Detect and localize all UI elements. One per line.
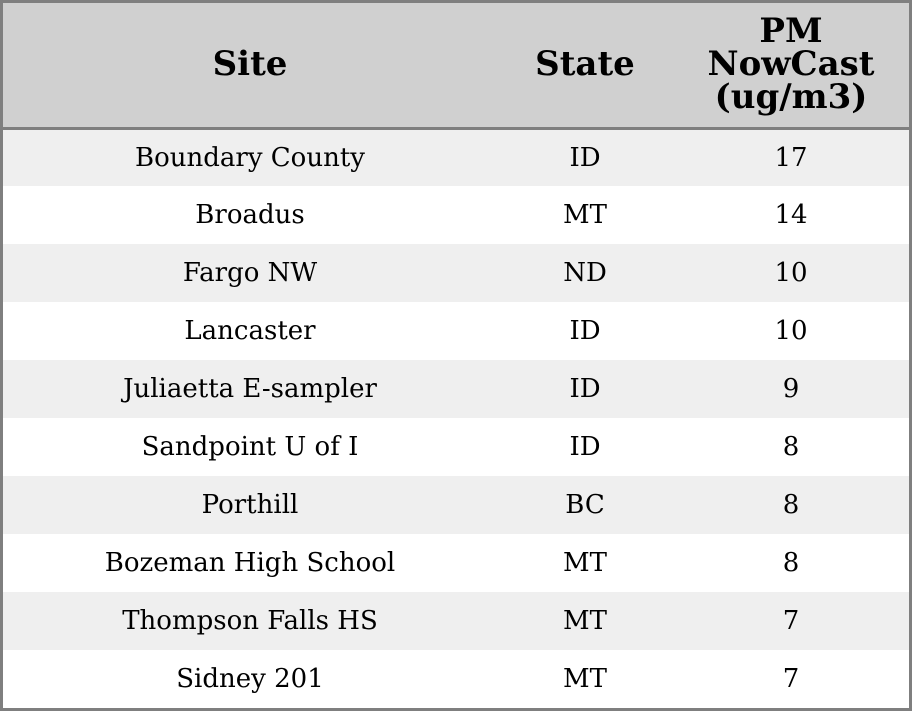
cell-state: ID — [569, 142, 601, 173]
table-row — [3, 476, 909, 534]
cell-state: ND — [563, 258, 607, 288]
table-row — [3, 418, 909, 476]
table-row — [3, 302, 909, 360]
table-row — [3, 360, 909, 418]
table-header — [3, 3, 909, 128]
header-row — [3, 3, 909, 128]
cell-state: MT — [563, 548, 607, 578]
header-pm-line-2: NowCast — [707, 44, 875, 85]
cell-site: Thompson Falls HS — [122, 606, 378, 636]
table-row — [3, 592, 909, 650]
cell-pm: 17 — [774, 142, 808, 173]
cell-site: Boundary County — [135, 142, 365, 173]
pm-nowcast-table — [3, 3, 909, 708]
cell-state: ID — [569, 432, 601, 462]
table-row — [3, 650, 909, 708]
table-body — [3, 128, 909, 708]
cell-pm: 10 — [774, 258, 808, 288]
cell-site: Porthill — [201, 490, 299, 520]
cell-site: Sandpoint U of I — [141, 432, 359, 462]
table-row — [3, 244, 909, 302]
header-state: State — [497, 3, 673, 128]
cell-state: ID — [569, 316, 601, 346]
cell-site: Sidney 201 — [176, 664, 324, 694]
cell-pm: 10 — [774, 316, 808, 346]
table-row — [3, 186, 909, 244]
cell-state: MT — [563, 606, 607, 636]
header-site: Site — [3, 3, 497, 128]
cell-pm: 7 — [782, 606, 800, 636]
cell-pm: 8 — [782, 432, 800, 462]
cell-site: Bozeman High School — [104, 548, 396, 578]
cell-site: Lancaster — [184, 316, 316, 346]
cell-pm: 14 — [774, 200, 808, 230]
cell-site: Broadus — [195, 200, 305, 230]
cell-state: MT — [563, 664, 607, 694]
cell-site: Juliaetta E-sampler — [123, 374, 377, 404]
table-row — [3, 128, 909, 186]
cell-state: MT — [563, 200, 607, 230]
cell-state: BC — [565, 490, 605, 520]
header-pm-line-3: (ug/m3) — [714, 77, 868, 118]
header-pm-line-1: PM — [759, 11, 823, 52]
cell-pm: 9 — [782, 374, 800, 404]
cell-pm: 8 — [782, 548, 800, 578]
cell-pm: 8 — [782, 490, 800, 520]
cell-pm: 7 — [782, 664, 800, 694]
table-row — [3, 534, 909, 592]
header-pm-nowcast — [673, 3, 909, 128]
cell-state: ID — [569, 374, 601, 404]
cell-site: Fargo NW — [182, 258, 318, 288]
